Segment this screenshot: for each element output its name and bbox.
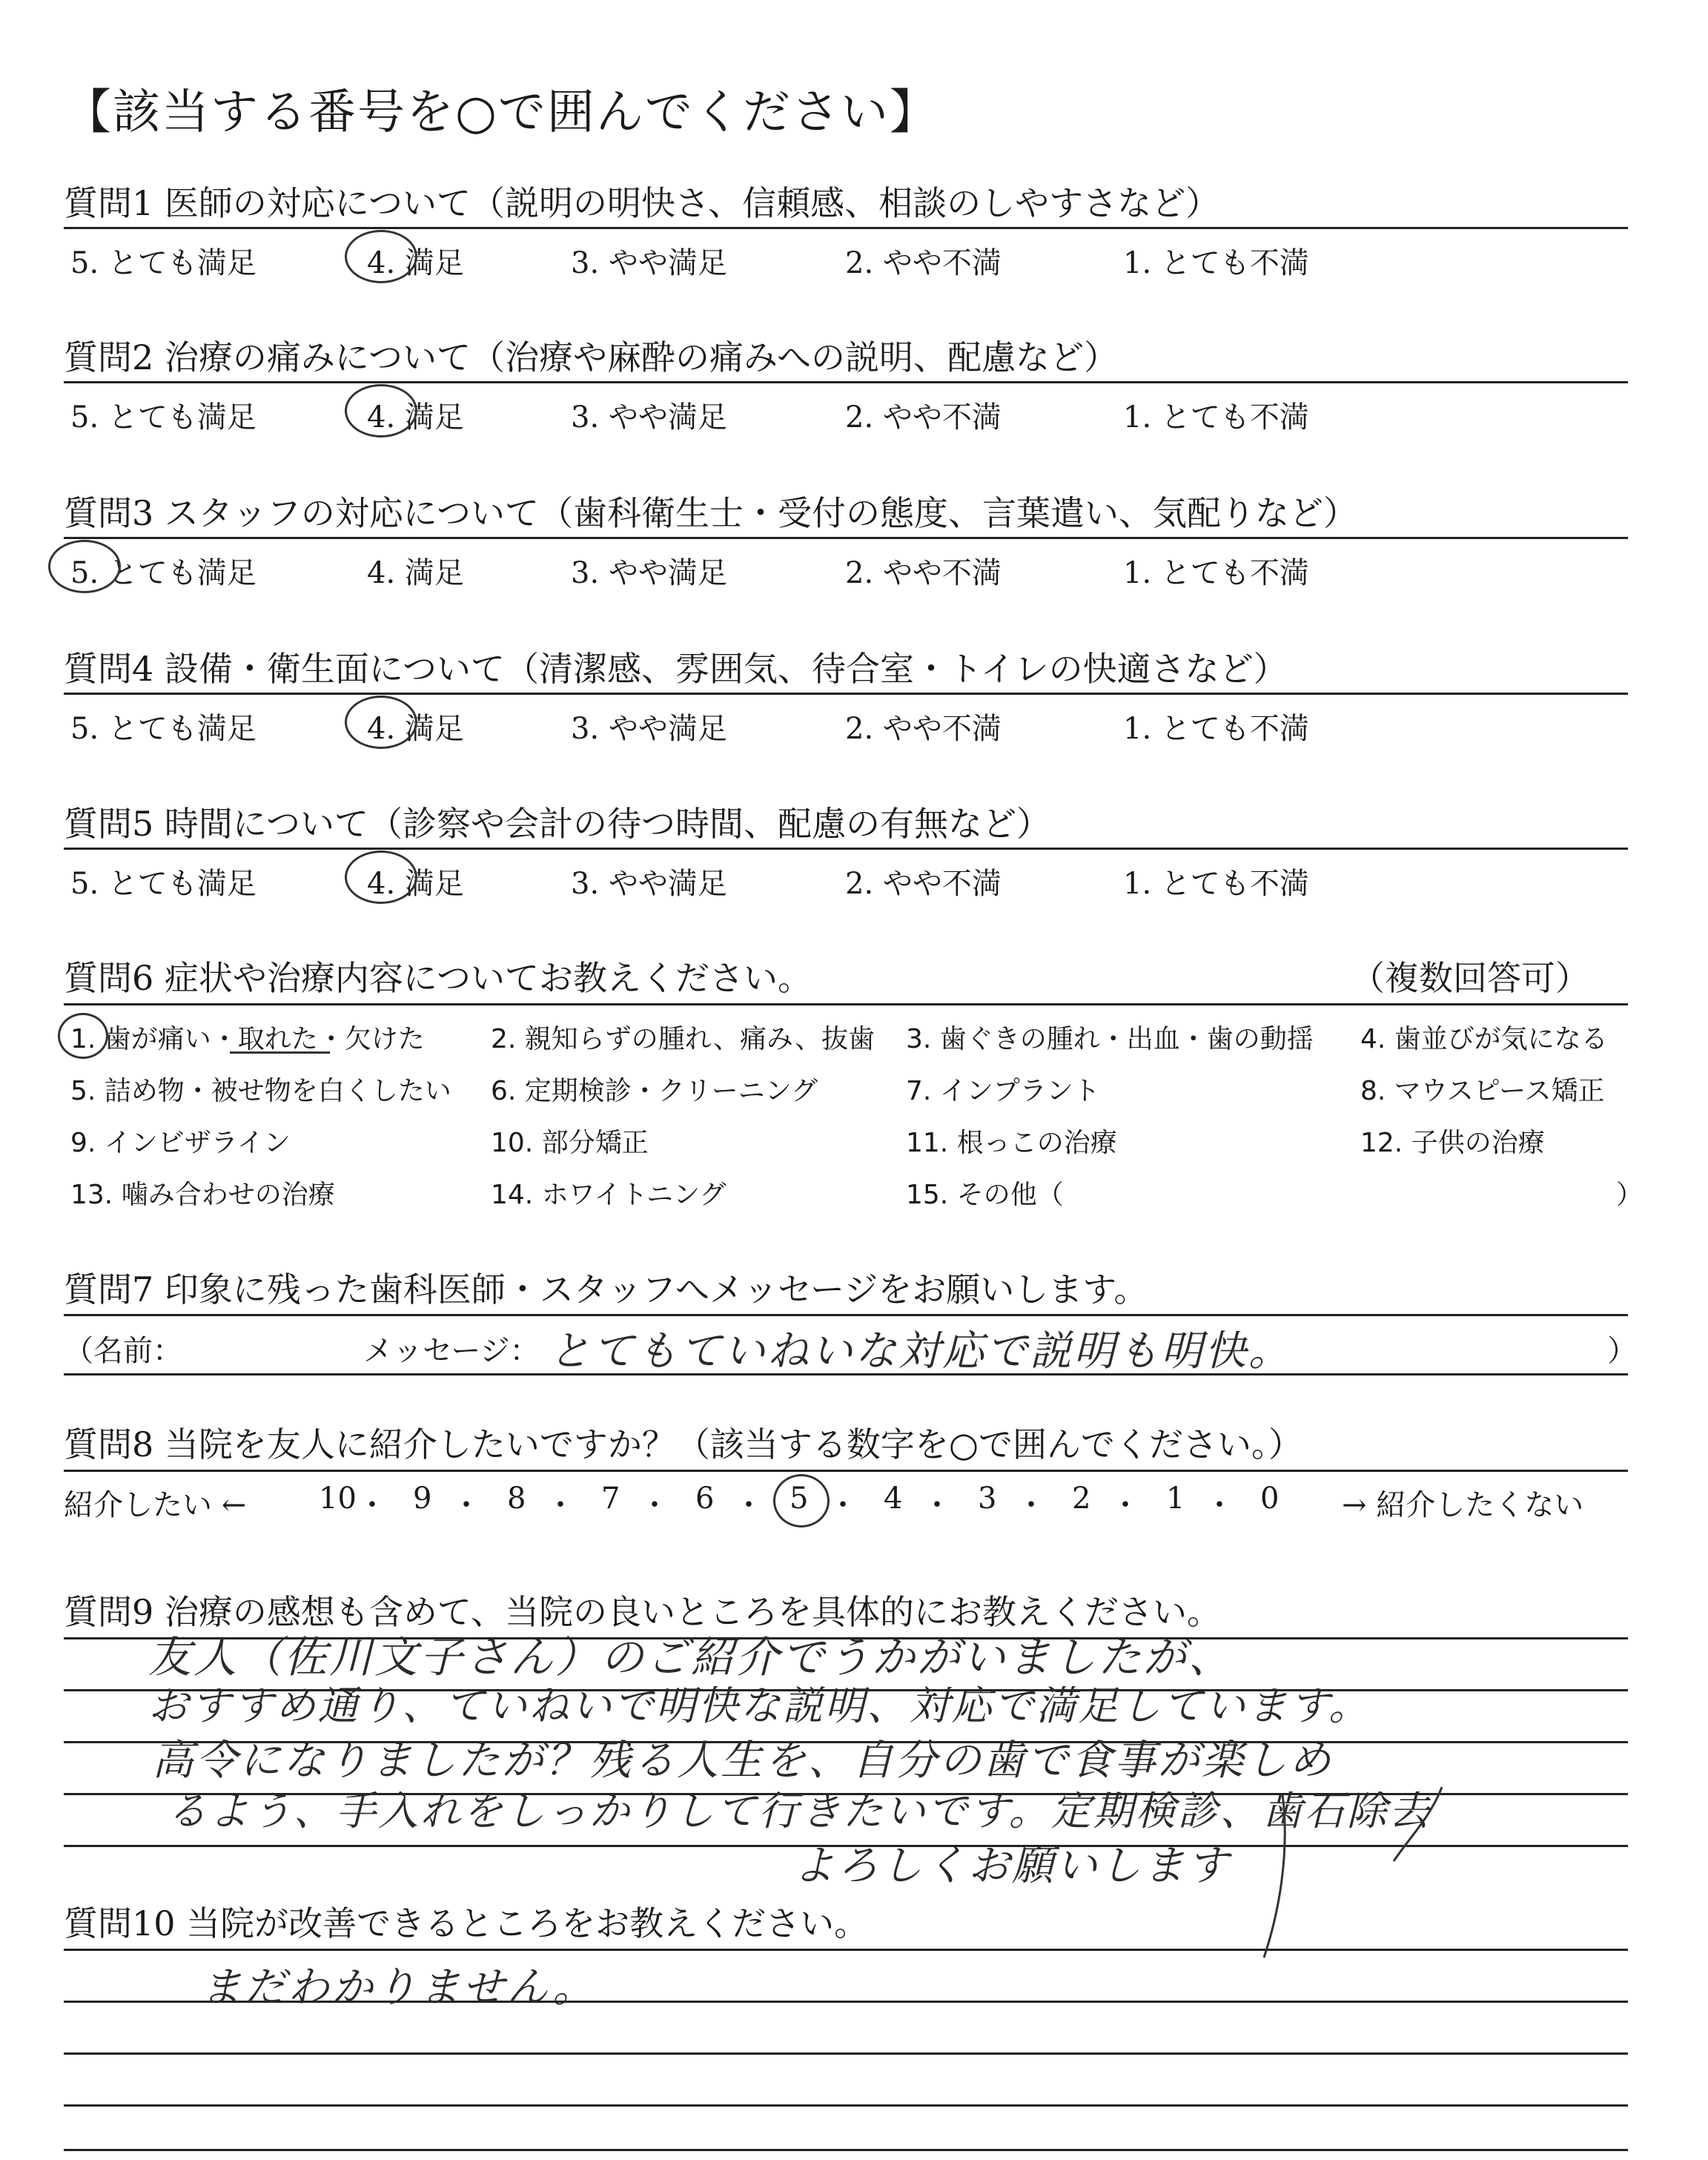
q1-option-5[interactable]: 5. とても満足	[70, 246, 256, 280]
q4-option-5[interactable]: 5. とても満足	[70, 712, 256, 746]
q5-option-2[interactable]: 2. やや不満	[845, 867, 1002, 901]
q6-option-5[interactable]: 5. 詰め物・被せ物を白くしたい	[70, 1076, 451, 1106]
q10-answer: まだわかりません。	[200, 1964, 597, 2012]
q7-message-answer: とてもていねいな対応で説明も明快。	[549, 1327, 1292, 1375]
q8-number-1[interactable]: 1	[1166, 1482, 1185, 1516]
q8-separator-dot: ・	[546, 1488, 575, 1522]
q5-option-4[interactable]: 4. 満足	[367, 867, 464, 901]
q7-close: ）	[1607, 1334, 1637, 1368]
q2-option-3[interactable]: 3. やや満足	[571, 400, 727, 435]
q7-name-label: （名前：	[64, 1334, 182, 1368]
q6-option-14[interactable]: 14. ホワイトニング	[491, 1180, 726, 1210]
q6-option-3[interactable]: 3. 歯ぐきの腫れ・出血・歯の動揺	[906, 1024, 1314, 1054]
q1-option-4[interactable]: 4. 満足	[367, 246, 464, 280]
q6-option-8[interactable]: 8. マウスピース矯正	[1360, 1076, 1605, 1106]
q9-answer-line-3: 高令になりましたが？残る人生を、自分の歯で食事が楽しめ	[152, 1737, 1333, 1785]
q6-option-9[interactable]: 9. インビザライン	[70, 1128, 291, 1158]
q1-title: 質問1 医師の対応について（説明の明快さ、信頼感、相談のしやすさなど）	[64, 183, 1220, 223]
q6-note: （複数回答可）	[1351, 958, 1589, 998]
q8-separator-dot: ・	[922, 1488, 952, 1522]
q3-option-1[interactable]: 1. とても不満	[1123, 556, 1309, 590]
q6-title: 質問6 症状や治療内容についてお教えください。	[64, 958, 812, 998]
q3-option-5[interactable]: 5. とても満足	[70, 556, 256, 590]
q8-right-label: → 紹介したくない	[1342, 1488, 1584, 1522]
q2-option-2[interactable]: 2. やや不満	[845, 400, 1002, 435]
q6-option-1[interactable]: 1. 歯が痛い・取れた・欠けた	[70, 1024, 425, 1054]
q9-answer-line-5: よろしくお願いします	[793, 1842, 1231, 1890]
q4-option-1[interactable]: 1. とても不満	[1123, 712, 1309, 746]
q8-separator-dot: ・	[734, 1488, 764, 1522]
q6-option-4[interactable]: 4. 歯並びが気になる	[1360, 1024, 1608, 1054]
q9-title: 質問9 治療の感想も含めて、当院の良いところを具体的にお教えください。	[64, 1592, 1221, 1632]
q6-option-7[interactable]: 7. インプラント	[906, 1076, 1100, 1106]
q8-number-6[interactable]: 6	[695, 1482, 715, 1516]
q8-separator-dot: ・	[1205, 1488, 1234, 1522]
q8-number-9[interactable]: 9	[413, 1482, 432, 1516]
q8-separator-dot: ・	[640, 1488, 669, 1522]
q10-title: 質問10 当院が改善できるところをお教えください。	[64, 1903, 869, 1943]
q8-separator-dot: ・	[828, 1488, 858, 1522]
q8-number-8[interactable]: 8	[507, 1482, 526, 1516]
q1-option-3[interactable]: 3. やや満足	[571, 246, 727, 280]
q5-title: 質問5 時間について（診察や会計の待つ時間、配慮の有無など）	[64, 804, 1050, 844]
q9-answer-line-1: 友人（佐川文子さん）のご紹介でうかがいましたが、	[148, 1632, 1234, 1682]
q8-separator-dot: ・	[1110, 1488, 1140, 1522]
q8-number-5[interactable]: 5	[790, 1482, 809, 1516]
pen-stroke-2	[1394, 1787, 1442, 1861]
q8-number-0[interactable]: 0	[1260, 1482, 1280, 1516]
q2-title: 質問2 治療の痛みについて（治療や麻酔の痛みへの説明、配慮など）	[64, 337, 1119, 377]
q2-option-1[interactable]: 1. とても不満	[1123, 400, 1309, 435]
q6-option-10[interactable]: 10. 部分矯正	[491, 1128, 649, 1158]
q8-title: 質問8 当院を友人に紹介したいですか？（該当する数字を○で囲んでください。）	[64, 1424, 1303, 1464]
q4-option-3[interactable]: 3. やや満足	[571, 712, 727, 746]
q2-option-4[interactable]: 4. 満足	[367, 400, 464, 435]
q6-option-2[interactable]: 2. 親知らずの腫れ、痛み、抜歯	[491, 1024, 875, 1054]
q7-title: 質問7 印象に残った歯科医師・スタッフへメッセージをお願いします。	[64, 1269, 1148, 1309]
q3-option-3[interactable]: 3. やや満足	[571, 556, 727, 590]
q6-option-12[interactable]: 12. 子供の治療	[1360, 1128, 1545, 1158]
q1-option-2[interactable]: 2. やや不満	[845, 246, 1002, 280]
q2-option-5[interactable]: 5. とても満足	[70, 400, 256, 435]
q4-option-4[interactable]: 4. 満足	[367, 712, 464, 746]
pen-stroke	[1264, 1794, 1285, 1958]
q8-separator-dot: ・	[357, 1488, 387, 1522]
q6-option-11[interactable]: 11. 根っこの治療	[906, 1128, 1117, 1158]
q3-title: 質問3 スタッフの対応について（歯科衛生士・受付の態度、言葉遣い、気配りなど）	[64, 493, 1357, 533]
q6-option-15[interactable]: 15. その他（	[906, 1180, 1064, 1210]
q8-number-7[interactable]: 7	[601, 1482, 620, 1516]
q4-option-2[interactable]: 2. やや不満	[845, 712, 1002, 746]
q8-left-label: 紹介したい ←	[64, 1488, 247, 1522]
q8-separator-dot: ・	[1016, 1488, 1046, 1522]
page-title: 【該当する番号を○で囲んでください】	[64, 85, 939, 140]
q4-title: 質問4 設備・衛生面について（清潔感、雰囲気、待合室・トイレの快適さなど）	[64, 649, 1288, 689]
q1-option-1[interactable]: 1. とても不満	[1123, 246, 1309, 280]
q5-option-5[interactable]: 5. とても満足	[70, 867, 256, 901]
q3-option-2[interactable]: 2. やや不満	[845, 556, 1002, 590]
q9-answer-line-2: おすすめ通り、ていねいで明快な説明、対応で満足しています。	[148, 1682, 1371, 1729]
q5-option-1[interactable]: 1. とても不満	[1123, 867, 1309, 901]
q7-message-label: メッセージ：	[363, 1334, 540, 1368]
q8-separator-dot: ・	[451, 1488, 481, 1522]
q3-option-4[interactable]: 4. 満足	[367, 556, 464, 590]
q8-number-10[interactable]: 10	[319, 1482, 357, 1516]
q9-answer-line-4: るよう、手入れをしっかりして行きたいです。定期検診、歯石除去	[167, 1788, 1431, 1834]
q5-option-3[interactable]: 3. やや満足	[571, 867, 727, 901]
q8-number-2[interactable]: 2	[1072, 1482, 1091, 1516]
q8-number-4[interactable]: 4	[884, 1482, 903, 1516]
q8-number-3[interactable]: 3	[978, 1482, 997, 1516]
q6-option-13[interactable]: 13. 噛み合わせの治療	[70, 1180, 335, 1210]
q6-option-16[interactable]: ）	[1616, 1180, 1644, 1210]
q6-option-6[interactable]: 6. 定期検診・クリーニング	[491, 1076, 818, 1106]
